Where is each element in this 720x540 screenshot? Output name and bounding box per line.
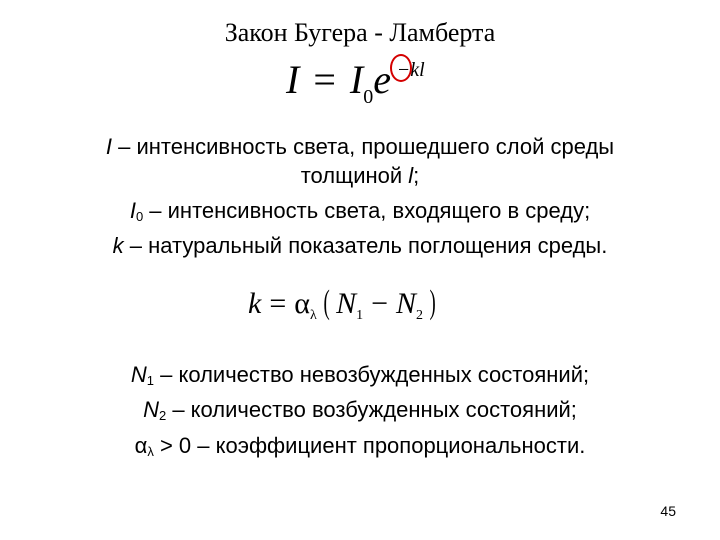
definition-subscript: λ: [147, 444, 154, 459]
definition-text: – интенсивность света, прошедшего слой среды: [112, 134, 615, 159]
definition-symbol: α: [134, 433, 148, 458]
definition-symbol: I: [105, 134, 112, 159]
formula-bouguer-lambert: [286, 57, 425, 108]
slide-title: Закон Бугера - Ламберта: [224, 18, 496, 47]
definition-symbol: k: [112, 233, 124, 258]
formula-absorption-coefficient: [248, 286, 442, 323]
highlight-circle-icon: [390, 54, 412, 82]
definition-text: ;: [413, 163, 420, 188]
definition-text: – количество невозбужденных состояний;: [154, 362, 590, 387]
formula2-left-paren: (: [323, 284, 330, 321]
formula-exponent-kl: kl: [410, 59, 425, 81]
formula-initial-intensity-subscript: 0: [363, 86, 374, 108]
formula2-right-paren: ): [429, 284, 436, 321]
formula-initial-intensity-symbol: I: [349, 57, 364, 102]
formula2-minus: −: [371, 287, 389, 320]
definition-subscript: 1: [146, 373, 154, 388]
definition-text: > 0 – коэффициент пропорциональности.: [153, 433, 586, 458]
formula-intensity-symbol: I: [286, 57, 300, 102]
definition-intensity: [0, 134, 720, 160]
definition-subscript: 2: [158, 408, 167, 423]
definition-text: – интенсивность света, входящего в среду;: [143, 198, 591, 223]
formula2-n2: N: [396, 287, 417, 320]
definition-absorption-index: [0, 233, 720, 259]
formula2-n2-subscript: 2: [416, 308, 424, 323]
formula-exponent-minus: −: [398, 59, 410, 81]
formula2-equals: =: [269, 287, 287, 320]
definition-symbol: I: [129, 198, 136, 223]
definition-text: – натуральный показатель поглощения среды.: [123, 233, 608, 258]
definition-subscript: 0: [135, 209, 144, 224]
formula2-n1-subscript: 1: [356, 308, 364, 323]
formula2-k: k: [248, 287, 262, 320]
formula-equals: =: [313, 57, 336, 102]
definition-proportionality-coefficient: [0, 433, 720, 460]
definition-intensity-cont: [0, 163, 720, 189]
definition-symbol: l: [408, 163, 414, 188]
definition-initial-intensity: [0, 198, 720, 225]
definition-symbol: N: [143, 397, 159, 422]
definition-text: – количество возбужденных состояний;: [166, 397, 577, 422]
definition-excited-states: [0, 397, 720, 424]
formula-exponent-base: e: [373, 57, 391, 102]
page-number: 45: [660, 503, 676, 519]
definition-symbol: N: [130, 362, 147, 387]
formula2-lambda-subscript: λ: [309, 308, 317, 323]
formula2-alpha: α: [294, 287, 310, 320]
definition-unexcited-states: [0, 362, 720, 389]
definition-text: толщиной: [300, 163, 409, 188]
formula2-n1: N: [336, 287, 357, 320]
